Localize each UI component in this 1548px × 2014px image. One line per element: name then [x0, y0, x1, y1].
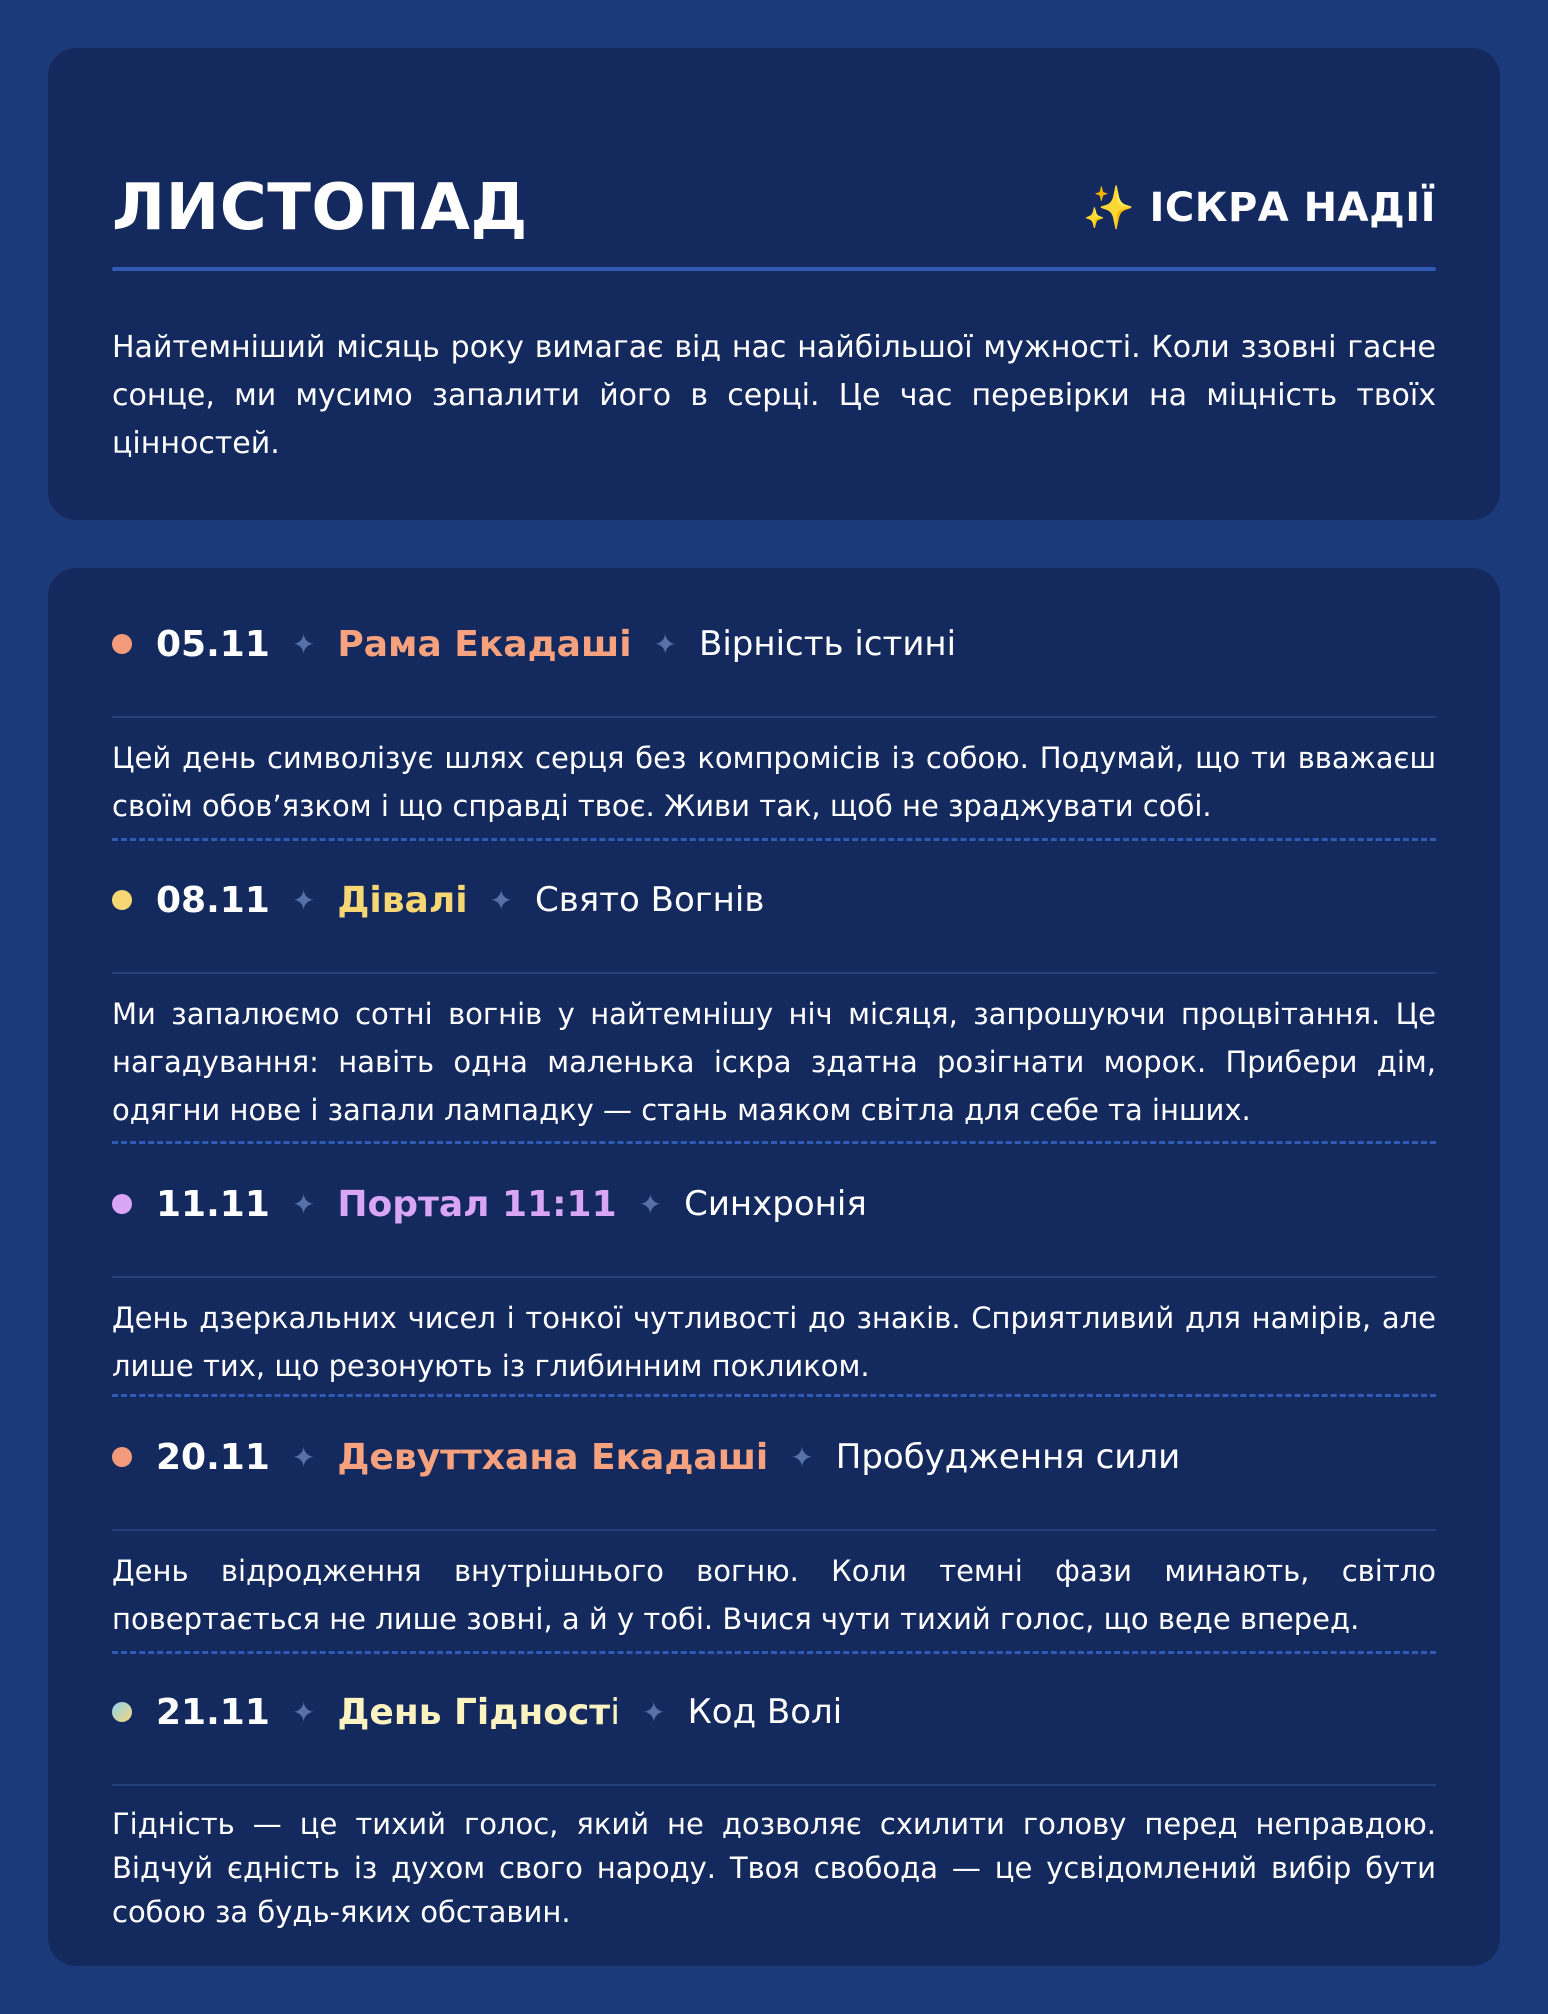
events-card [48, 568, 1500, 1966]
header-divider [112, 267, 1436, 271]
event-description: День відродження внутрішнього вогню. Коли темні фази минають, світло повертається не лише зовні, а й у тобі. Вчися чути тихий голос, що веде вперед. [112, 1554, 1436, 1636]
event-header-rule [112, 1276, 1436, 1278]
event-divider [112, 1651, 1436, 1654]
event-divider [112, 1394, 1436, 1397]
four-point-star-icon: ✦ [642, 1695, 666, 1729]
event-date: 05.11 [156, 623, 270, 665]
event-name-main: День Гідност [337, 1691, 611, 1733]
event-header-rule [112, 1529, 1436, 1531]
event-theme: Код Волі [687, 1692, 843, 1732]
event-description: Гідність — це тихий голос, який не дозволяє схилити голову перед неправдою. Відчуй єдність із духом свого народу. Твоя свобода — це усвідомлений вибір бути собою за будь-яких обставин. [112, 1807, 1436, 1929]
month-title: ЛИСТОПАД [112, 171, 528, 245]
brand-label: ІСКРА НАДІЇ [1149, 185, 1436, 231]
event-divider [112, 838, 1436, 841]
event-item [112, 1672, 1436, 1932]
brand [1083, 185, 1436, 231]
event-header-rule [112, 1784, 1436, 1786]
event-theme: Вірність істині [699, 624, 957, 664]
event-name: Дівалі [337, 879, 468, 921]
event-name: Девуттхана Екадаші [337, 1436, 769, 1478]
event-date: 20.11 [156, 1436, 270, 1478]
bullet-dot-icon [112, 1702, 132, 1722]
event-theme: Пробудження сили [835, 1437, 1181, 1477]
event-header [112, 604, 1436, 684]
event-divider [112, 1141, 1436, 1144]
event-date: 08.11 [156, 879, 270, 921]
event-theme: Свято Вогнів [535, 880, 765, 920]
intro-text: Найтемніший місяць року вимагає від нас найбільшої мужності. Коли ззовні гасне сонце, ми мусимо запалити його в серці. Це час перевірки на міцність твоїх цінностей. [112, 330, 1436, 461]
event-description: Ми запалюємо сотні вогнів у найтемнішу ніч місяця, запрошуючи процвітання. Це нагадування: навіть одна маленька іскра здатна розігнати морок. Прибери дім, одягни нове і запали лампадку — стань маяком світла для себе та інших. [112, 997, 1436, 1127]
header-row [112, 158, 1436, 258]
event-header [112, 1672, 1436, 1752]
event-item [112, 1164, 1436, 1383]
event-header [112, 1417, 1436, 1497]
event-description: День дзеркальних чисел і тонкої чутливості до знаків. Сприятливий для намірів, але лише тих, що резонують із глибинним покликом. [112, 1301, 1436, 1383]
four-point-star-icon: ✦ [638, 1187, 663, 1221]
bullet-dot-icon [112, 890, 132, 910]
event-date: 21.11 [156, 1691, 270, 1733]
event-theme: Синхронія [684, 1184, 867, 1224]
event-header-rule [112, 716, 1436, 718]
event-item [112, 604, 1436, 823]
event-name: Рама Екадаші [337, 623, 632, 665]
event-item [112, 1417, 1436, 1636]
event-header [112, 860, 1436, 940]
bullet-dot-icon [112, 1447, 132, 1467]
event-date: 11.11 [156, 1183, 270, 1225]
four-point-star-icon: ✦ [291, 627, 316, 661]
bullet-dot-icon [112, 634, 132, 654]
four-point-star-icon: ✦ [489, 883, 513, 917]
event-name: Портал 11:11 [337, 1183, 617, 1225]
event-name [337, 1692, 620, 1733]
sparkles-icon: ✨ [1082, 183, 1136, 232]
four-point-star-icon: ✦ [291, 1695, 316, 1729]
event-header-rule [112, 972, 1436, 974]
four-point-star-icon: ✦ [653, 627, 677, 661]
header-card [48, 48, 1500, 520]
four-point-star-icon: ✦ [291, 1440, 316, 1474]
event-item [112, 860, 1436, 1127]
bullet-dot-icon [112, 1194, 132, 1214]
four-point-star-icon: ✦ [291, 883, 316, 917]
event-description: Цей день символізує шлях серця без компромісів із собою. Подумай, що ти вважаєш своїм обов’язком і що справді твоє. Живи так, щоб не зраджувати собі. [112, 741, 1436, 823]
four-point-star-icon: ✦ [790, 1440, 814, 1474]
event-name-tail: і [610, 1691, 621, 1733]
event-header [112, 1164, 1436, 1244]
four-point-star-icon: ✦ [291, 1187, 316, 1221]
